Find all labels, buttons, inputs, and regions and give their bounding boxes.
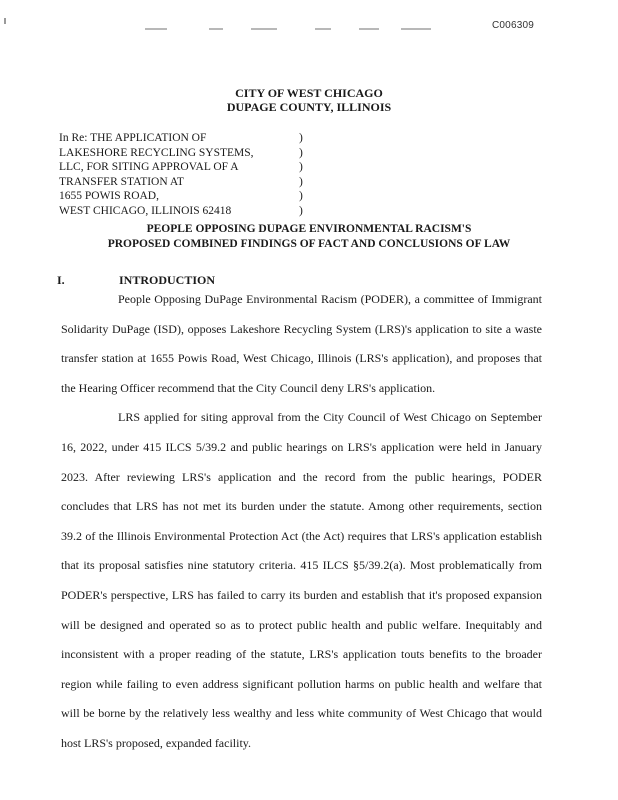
paragraph: LRS applied for siting approval from the City Council of West Chicago on September 16, 2022, under 415 ILCS 5/39.2 and public hearings on LRS's application were held in January 2023. After reviewing LRS's application and the record from the public hearings, PODER concludes that LRS has not met its burden under the statute. Among other requirements, section 39.2 of the Illinois Environmental Protection Act (the Act) requires that LRS's application establish that its proposal satisfies nine statutory criteria. 415 ILCS §5/39.2(a). Most problematically from PODER's perspective, LRS has failed to carry its burden and establish that it's proposed expansion will be designed and operated so as to protect public health and public welfare. Inequitably and inconsistent with a proper reading of the statute, LRS's application touts benefits to the broader region while failing to even address significant pollution harms on public health and welfare that will be borne by the relatively less wealthy and less white community of West Chicago that would host LRS's proposed, expanded facility. xyxy=(61,410,542,750)
caption-line: TRANSFER STATION AT xyxy=(59,175,184,188)
paragraph: People Opposing DuPage Environmental Racism (PODER), a committee of Immigrant Solidarity DuPage (ISD), opposes Lakeshore Recycling System (LRS)'s application to site a waste transfer station at 1655 Powis Road, West Chicago, Illinois (LRS's application), and proposes that the Hearing Officer recommend that the City Council deny LRS's application. xyxy=(61,292,542,395)
caption-paren: ) xyxy=(299,146,303,159)
section-title: INTRODUCTION xyxy=(119,273,216,287)
document-title xyxy=(0,222,618,251)
header-mark xyxy=(251,28,277,30)
caption-line: In Re: THE APPLICATION OF xyxy=(59,132,207,144)
caption-paren: ) xyxy=(299,204,303,217)
court-title-line-2: DUPAGE COUNTY, ILLINOIS xyxy=(226,100,392,114)
header-mark xyxy=(315,28,331,30)
case-caption xyxy=(59,131,254,218)
scan-edge-mark xyxy=(4,18,6,24)
caption-paren: ) xyxy=(299,190,303,202)
caption-paren: ) xyxy=(299,161,303,173)
caption-line: 1655 POWIS ROAD, xyxy=(59,190,159,202)
header-mark xyxy=(145,28,167,30)
document-title-line-1: PEOPLE OPPOSING DUPAGE ENVIRONMENTAL RACISM'S xyxy=(146,223,472,235)
caption-paren: ) xyxy=(299,175,303,188)
caption-paren: ) xyxy=(299,132,303,144)
court-title-line-1: CITY OF WEST CHICAGO xyxy=(235,86,383,100)
caption-parentheses xyxy=(299,131,303,218)
header-mark xyxy=(209,28,223,30)
court-title xyxy=(0,86,618,114)
caption-line: LAKESHORE RECYCLING SYSTEMS, xyxy=(59,146,254,159)
fax-header-strip xyxy=(135,25,455,35)
caption-line: WEST CHICAGO, ILLINOIS 62418 xyxy=(59,204,232,217)
header-mark xyxy=(359,28,379,30)
section-number: I. xyxy=(57,273,65,287)
caption-line: LLC, FOR SITING APPROVAL OF A xyxy=(59,161,239,173)
introduction-body xyxy=(61,285,542,759)
bates-number: C006309 xyxy=(492,20,534,31)
header-mark xyxy=(401,28,431,30)
document-title-line-2: PROPOSED COMBINED FINDINGS OF FACT AND CONCLUSIONS OF LAW xyxy=(107,237,511,250)
